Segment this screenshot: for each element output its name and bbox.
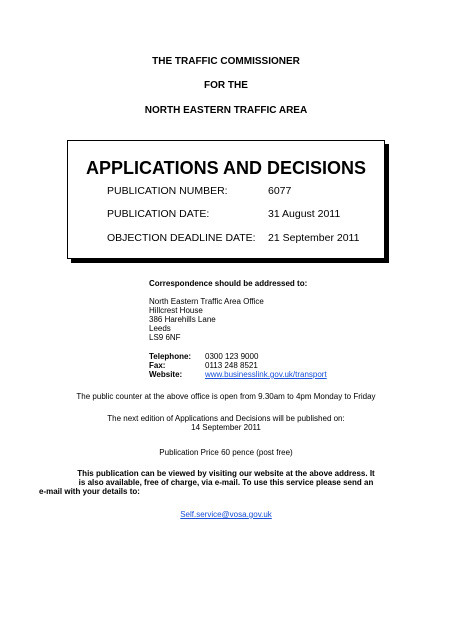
next-edition-date: 14 September 2011 [191, 423, 261, 432]
website-label: Website: [149, 370, 183, 379]
publication-price: Publication Price 60 pence (post free) [159, 448, 293, 457]
email-service-note-1: This publication can be viewed by visiting our website at the above address. It [77, 469, 375, 478]
address-line-3: 386 Harehills Lane [149, 315, 216, 324]
objection-deadline-value: 21 September 2011 [268, 232, 360, 244]
telephone-value: 0300 123 9000 [205, 352, 259, 361]
header-line-2: FOR THE [204, 80, 248, 91]
email-service-note-2: is also available, free of charge, via e-mail. To use this service please send an [78, 478, 374, 487]
address-line-2: Hillcrest House [149, 306, 203, 315]
next-edition-note: The next edition of Applications and Decisions will be published on: [107, 414, 345, 423]
fax-label: Fax: [149, 361, 166, 370]
correspondence-heading: Correspondence should be addressed to: [149, 279, 308, 288]
public-counter-note: The public counter at the above office is open from 9.30am to 4pm Monday to Friday [76, 392, 376, 401]
address-line-4: Leeds [149, 324, 171, 333]
document-title: APPLICATIONS AND DECISIONS [85, 158, 367, 178]
fax-value: 0113 248 8521 [205, 361, 258, 370]
publication-date-label: PUBLICATION DATE: [107, 208, 210, 220]
header-line-3: NORTH EASTERN TRAFFIC AREA [144, 105, 308, 116]
email-link[interactable]: Self.service@vosa.gov.uk [180, 510, 272, 519]
publication-number-value: 6077 [268, 185, 292, 197]
header-line-1: THE TRAFFIC COMMISSIONER [152, 56, 300, 67]
objection-deadline-label: OBJECTION DEADLINE DATE: [107, 232, 256, 244]
address-line-5: LS9 6NF [149, 333, 181, 342]
email-service-note-3: e-mail with your details to: [39, 487, 140, 496]
publication-date-value: 31 August 2011 [268, 208, 341, 220]
address-line-1: North Eastern Traffic Area Office [149, 297, 264, 306]
website-link[interactable]: www.businesslink.gov.uk/transport [205, 370, 327, 379]
publication-number-label: PUBLICATION NUMBER: [107, 185, 228, 197]
telephone-label: Telephone: [149, 352, 192, 361]
